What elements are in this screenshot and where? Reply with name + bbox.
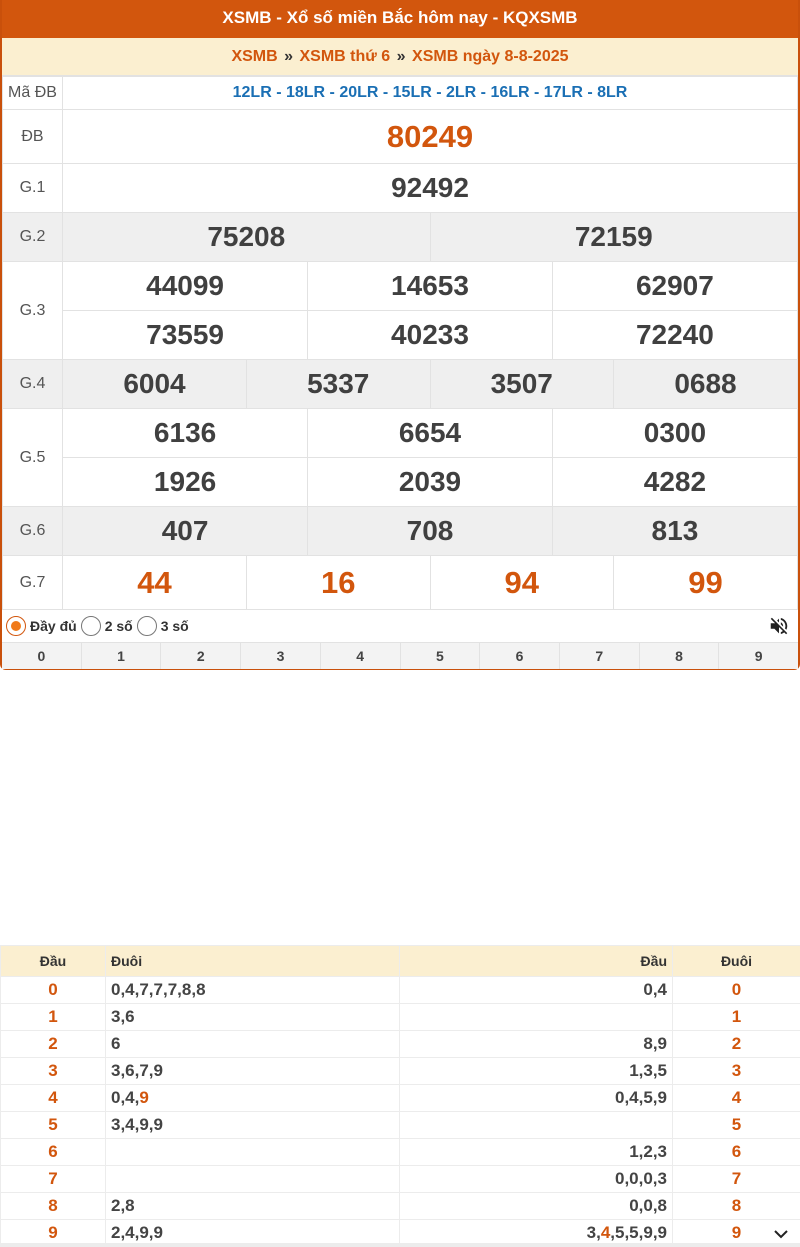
special-prize: 80249 [63,110,798,164]
loto-dau: 4 [1,1085,106,1112]
loto-dau: 8 [1,1193,106,1220]
digit-filter-0[interactable]: 0 [2,643,81,669]
g5-number: 0300 [552,409,797,457]
loto-header-dau: Đầu [400,946,673,977]
loto-duoi: 6 [106,1031,400,1058]
loto-header-duoi: Đuôi [673,946,800,977]
volume-off-icon[interactable] [768,615,790,637]
loto-dau: 3 [1,1058,106,1085]
loto-dau-reverse: 1,3,5 [400,1058,673,1085]
g3-number: 62907 [552,262,797,310]
loto-header-duoi: Đuôi [106,946,400,977]
breadcrumb-separator: » [396,48,406,65]
table-row [1,1058,800,1085]
loto-dau-reverse: 0,0,8 [400,1193,673,1220]
radio-full[interactable] [6,616,77,636]
db-label: ĐB [3,110,63,164]
g3-label: G.3 [3,262,63,360]
loto-dau-reverse: 1,2,3 [400,1139,673,1166]
loto-dau: 2 [1,1031,106,1058]
page-title: XSMB - Xổ số miền Bắc hôm nay - KQXSMB [2,0,798,38]
g6-number: 708 [308,507,553,555]
loto-duoi: 0,4,7,7,7,8,8 [106,977,400,1004]
table-row [1,1031,800,1058]
loto-duoi: 3,6,7,9 [106,1058,400,1085]
digit-filter-2[interactable]: 2 [160,643,240,669]
digit-filter-7[interactable]: 7 [559,643,639,669]
results-table [2,76,798,610]
loto-dau-reverse: 0,4 [400,977,673,1004]
scroll-track [0,1243,800,1247]
radio-empty-icon[interactable] [81,616,101,636]
table-row [1,1085,800,1112]
loto-dau: 1 [1,1004,106,1031]
g7-number: 94 [430,556,614,609]
g4-number: 5337 [247,360,431,408]
display-options [2,610,798,642]
loto-duoi-reverse: 6 [673,1139,800,1166]
loto-table [0,945,800,1247]
g4-number: 3507 [430,360,614,408]
loto-duoi-reverse: 0 [673,977,800,1004]
g7-label: G.7 [3,556,63,610]
g6-label: G.6 [3,507,63,556]
breadcrumb [2,38,798,76]
loto-duoi-part: 0,4, [111,1088,140,1107]
loto-duoi-highlight: 9 [139,1088,149,1107]
loto-dau: 7 [1,1166,106,1193]
loto-dau: 9 [1,1220,106,1247]
g5-label: G.5 [3,409,63,507]
loto-dau: 0 [1,977,106,1004]
radio-two-digits[interactable] [81,616,133,636]
first-prize: 92492 [63,164,798,213]
digit-filter-6[interactable]: 6 [479,643,559,669]
g3-number: 73559 [63,310,308,359]
loto-duoi [106,1166,400,1193]
digit-filter-1[interactable]: 1 [81,643,161,669]
g2-number: 75208 [63,213,430,261]
digit-filter-8[interactable]: 8 [639,643,719,669]
loto-dau-reverse: 8,9 [400,1031,673,1058]
g3-number: 72240 [552,310,797,359]
g3-number: 40233 [308,310,553,359]
madb-label: Mã ĐB [3,77,63,110]
loto-dau: 5 [1,1112,106,1139]
digit-filter-5[interactable]: 5 [400,643,480,669]
loto-duoi: 2,8 [106,1193,400,1220]
g2-label: G.2 [3,213,63,262]
loto-dau-highlight: 4 [600,1223,611,1242]
g4-number: 6004 [63,360,247,408]
loto-dau-reverse: 0,4,5,9 [400,1085,673,1112]
g7-number: 16 [247,556,431,609]
table-row [1,1166,800,1193]
madb-codes: 12LR - 18LR - 20LR - 15LR - 2LR - 16LR - 17LR - 8LR [63,77,798,110]
g3-number: 44099 [146,269,225,301]
loto-duoi-reverse: 8 [673,1193,800,1220]
g3-number: 14653 [308,262,553,310]
g2-number: 72159 [430,213,797,261]
g5-number: 2039 [308,457,553,506]
loto-duoi: 3,4,9,9 [106,1112,400,1139]
loto-dau-reverse: 0,0,0,3 [400,1166,673,1193]
table-row [1,1112,800,1139]
loto-duoi-reverse: 2 [673,1031,800,1058]
breadcrumb-xsmb[interactable]: XSMB [231,48,278,65]
loto-header-dau: Đầu [1,946,106,977]
g6-number: 407 [63,507,308,555]
radio-three-digits[interactable] [137,616,189,636]
loto-duoi-reverse: 1 [673,1004,800,1031]
loto-duoi-reverse: 5 [673,1112,800,1139]
g5-number: 1926 [63,457,308,506]
table-row [1,1139,800,1166]
loto-dau: 6 [1,1139,106,1166]
loto-duoi-reverse: 4 [673,1085,800,1112]
radio-three-label: 3 số [160,618,189,634]
g5-number: 6654 [308,409,553,457]
digit-filter-9[interactable]: 9 [718,643,798,669]
digit-filter-3[interactable]: 3 [240,643,320,669]
breadcrumb-separator: » [284,48,294,65]
loto-duoi-reverse: 3 [673,1058,800,1085]
loto-duoi-reverse: 7 [673,1166,800,1193]
g5-number: 4282 [552,457,797,506]
table-row [1,1004,800,1031]
loto-dau-reverse [400,1112,673,1139]
radio-selected-icon[interactable] [6,616,26,636]
loto-duoi [106,1139,400,1166]
g4-label: G.4 [3,360,63,409]
loto-duoi: 3,6 [106,1004,400,1031]
g1-label: G.1 [3,164,63,213]
loto-duoi: 2,4,9,9 [106,1220,400,1247]
g6-number: 813 [552,507,797,555]
breadcrumb-xsmb-date[interactable]: XSMB ngày 8-8-2025 [412,48,569,65]
digit-filter-4[interactable]: 4 [320,643,400,669]
breadcrumb-xsmb-thu6[interactable]: XSMB thứ 6 [299,48,391,65]
g5-number: 6136 [153,416,217,448]
loto-dau-part: ,5,5,9,9 [610,1223,667,1242]
g7-number: 44 [137,564,172,600]
digit-filter-bar [2,642,798,669]
radio-full-label: Đầy đủ [30,618,77,634]
loto-duoi-reverse: 9 [673,1220,800,1247]
table-row [1,1193,800,1220]
loto-dau-part: 3, [586,1223,601,1242]
g4-number: 0688 [614,360,798,408]
loto-duoi [106,1085,400,1112]
radio-two-label: 2 số [104,618,133,634]
table-row [1,977,800,1004]
loto-dau-reverse [400,1004,673,1031]
g7-number: 99 [614,556,798,609]
chevron-down-icon[interactable] [766,1226,796,1244]
radio-empty-icon[interactable] [137,616,157,636]
